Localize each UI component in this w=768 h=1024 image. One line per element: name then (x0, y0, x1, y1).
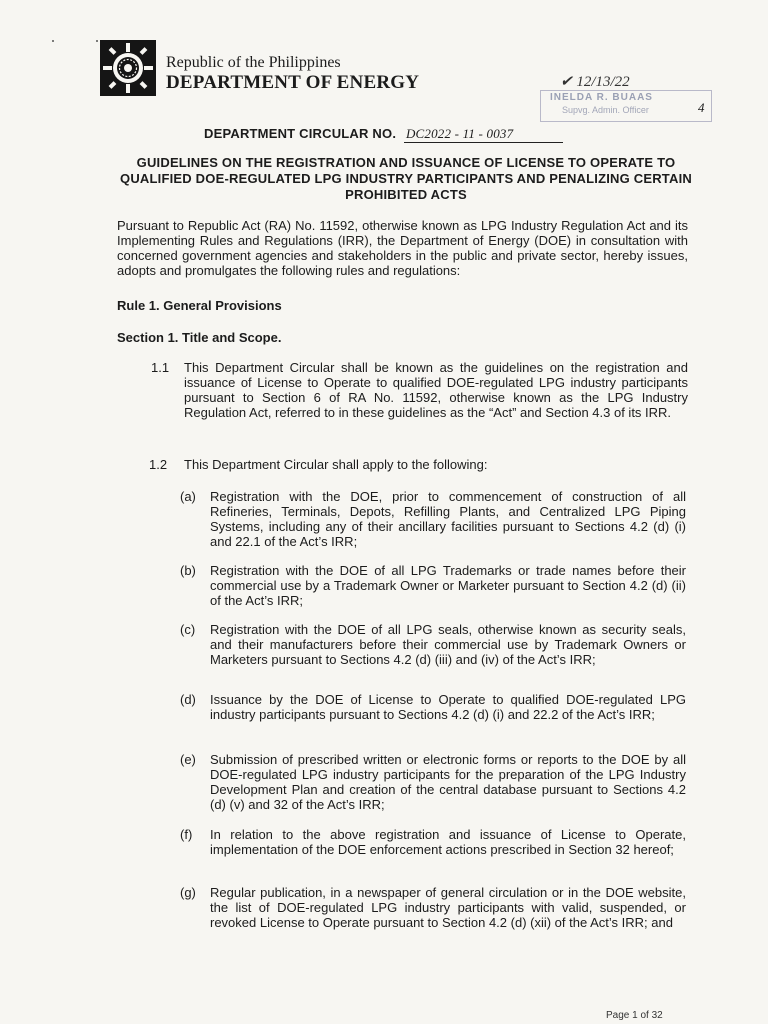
subitem-text: Submission of prescribed written or electronic forms or reports to the DOE by all DOE-regulated LPG industry participants for the preparation of the LPG Industry Development Plan and creation of the central database pursuant to Sections 4.2 (d) (v) and 32 of the Act’s IRR; (210, 752, 686, 812)
stamp-mark: 4 (698, 100, 705, 115)
subitem-letter: (e) (180, 752, 196, 767)
subitem-text: Registration with the DOE of all LPG Trademarks or trade names before their commercial use by a Trademark Owner or Marketer pursuant to Section 4.2 (d) (ii) of the Act’s IRR; (210, 563, 686, 608)
subitem-letter: (d) (180, 692, 196, 707)
subitem-letter: (f) (180, 827, 193, 842)
item-number: 1.1 (151, 360, 170, 375)
subitem-text: Registration with the DOE of all LPG seals, otherwise known as security seals, and their manufacturers before their commercial use by Trademark Owners or Marketers pursuant to Sections 4.2 (d) (iii) and (iv) of the Act’s IRR; (210, 622, 686, 667)
stamp-role: Supvg. Admin. Officer (562, 105, 649, 115)
subitem-text: Regular publication, in a newspaper of general circulation or in the DOE website, the list of DOE-regulated LPG industry participants with valid, suspended, or revoked License to Operate pursuant to Section 4.2 (d) (xii) of the Act’s IRR; and (210, 885, 686, 930)
subitem-text: Issuance by the DOE of License to Operate to qualified DOE-regulated LPG industry participants pursuant to Sections 4.2 (d) (i) and 22.2 of the Act’s IRR; (210, 692, 686, 722)
doe-seal-logo (100, 40, 156, 96)
department-name: DEPARTMENT OF ENERGY (166, 72, 420, 93)
country-name: Republic of the Philippines (166, 54, 341, 71)
subitem-letter: (g) (180, 885, 196, 900)
received-signature: ✔︎ 12/13/22 (560, 74, 630, 90)
subitem-text: In relation to the above registration and issuance of License to Operate, implementation of the DOE enforcement actions prescribed in Section 32 hereof; (210, 827, 686, 857)
agency-header (166, 54, 419, 94)
section-heading: Section 1. Title and Scope. (117, 330, 282, 345)
item-text: This Department Circular shall apply to the following: (184, 457, 488, 472)
received-stamp (512, 74, 716, 124)
subitem-letter: (a) (180, 489, 196, 504)
circular-number: DC2022 - 11 - 0037 (404, 126, 563, 143)
scan-speck (52, 40, 54, 42)
document-title: GUIDELINES ON THE REGISTRATION AND ISSUANCE OF LICENSE TO OPERATE TO QUALIFIED DOE-REGULATED LPG INDUSTRY PARTICIPANTS AND PENALIZING CERTAIN PROHIBITED ACTS (120, 155, 692, 202)
subitem-letter: (c) (180, 622, 196, 637)
item-text: This Department Circular shall be known as the guidelines on the registration and issuance of License to Operate to qualified DOE-regulated LPG industry participants pursuant to Section 6 of RA No. 11592, otherwise known as the LPG Industry Regulation Act, referred to in these guidelines as the “Act” and Section 4.3 of its IRR. (184, 360, 688, 420)
rule-heading: Rule 1. General Provisions (117, 298, 282, 313)
circular-label: DEPARTMENT CIRCULAR NO. (204, 126, 397, 141)
page-number: Page 1 of 32 (606, 1010, 663, 1021)
stamp-name: INELDA R. BUAAS (550, 92, 653, 103)
subitem-letter: (b) (180, 563, 196, 578)
intro-paragraph: Pursuant to Republic Act (RA) No. 11592, otherwise known as LPG Industry Regulation Act and its Implementing Rules and Regulations (IRR), the Department of Energy (DOE) in consultation with concerned government agencies and stakeholders in the public and private sector, hereby issues, adopts and promulgates the following rules and regulations: (117, 218, 688, 278)
subitem-text: Registration with the DOE, prior to commencement of construction of all Refineries, Terminals, Depots, Refilling Plants, and Centralized LPG Piping Systems, including any of their ancillary facilities pursuant to Sections 4.2 (d) (i) and 22.1 of the Act’s IRR; (210, 489, 686, 549)
circular-number-line (204, 126, 563, 143)
scan-speck (96, 40, 98, 42)
item-number: 1.2 (149, 457, 168, 472)
